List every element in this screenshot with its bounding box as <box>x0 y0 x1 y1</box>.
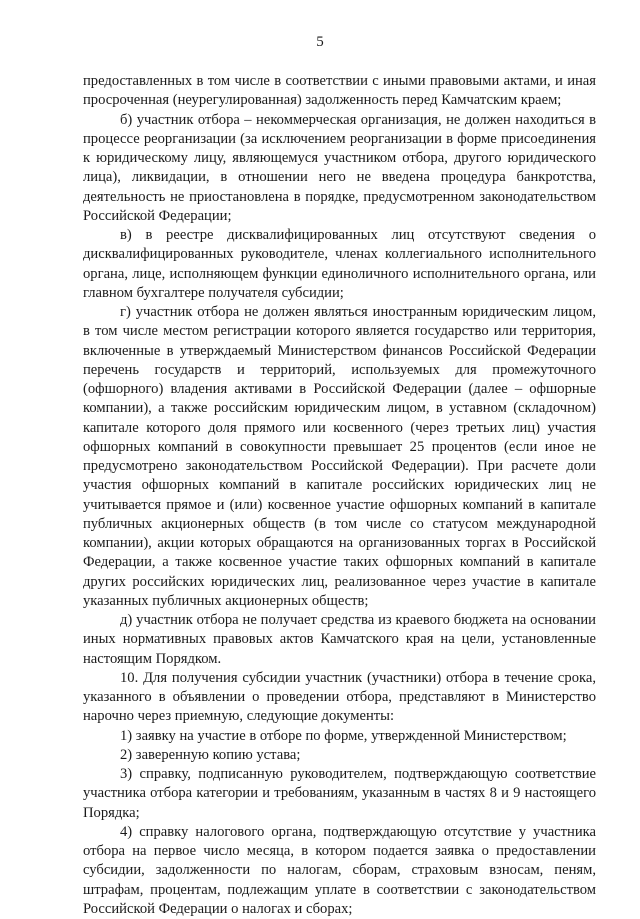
paragraph-debt-continuation: предоставленных в том числе в соответствии с иными правовыми актами, и иная просроченная (неурегулированная) задолженность перед Камчатским краем; <box>83 73 596 109</box>
paragraph-item-b: б) участник отбора – некоммерческая организация, не должен находиться в процессе реорганизации (за исключением реорганизации в форме присоединения к юридическому лицу, являющемуся участником отбора, другого юридического лица), ликвидации, в отношении него не введена процедура банкротства, деятельность не приостановлена в порядке, предусмотренном законодательством Российской Федерации; <box>83 111 596 224</box>
paragraph-doc-1: 1) заявку на участие в отборе по форме, утвержденной Министерством; <box>120 727 567 744</box>
page-number: 5 <box>316 34 324 50</box>
paragraph-item-d: д) участник отбора не получает средства из краевого бюджета на основании иных нормативных правовых актов Камчатского края на цели, установленные настоящим Порядком. <box>83 612 596 667</box>
document-body <box>83 72 596 919</box>
paragraph-doc-4: 4) справку налогового органа, подтверждающую отсутствие у участника отбора на первое число месяца, в котором подается заявка о предоставлении субсидии, задолженности по налогам, сборам, страховым взносам, пеням, штрафам, процентам, подлежащим уплате в соответствии с законодательством Российской Федерации о налогах и сборах; <box>83 823 596 917</box>
paragraph-section-10: 10. Для получения субсидии участник (участники) отбора в течение срока, указанного в объявлении о проведении отбора, представляют в Министерство нарочно через приемную, следующие документы: <box>83 669 596 725</box>
paragraph-doc-3: 3) справку, подписанную руководителем, подтверждающую соответствие участника отбора категории и требованиям, указанным в частях 8 и 9 настоящего Порядка; <box>83 766 596 821</box>
paragraph-doc-2: 2) заверенную копию устава; <box>120 746 301 763</box>
paragraph-item-v: в) в реестре дисквалифицированных лиц отсутствуют сведения о дисквалифицированных руководителе, членах коллегиального исполнительного органа, лице, исполняющем функции единоличного исполнительного органа, или главном бухгалтере получателя субсидии; <box>83 227 596 301</box>
paragraph-item-g: г) участник отбора не должен являться иностранным юридическим лицом, в том числе местом регистрации которого является государство или территория, включенные в утверждаемый Министерством финансов Российской Федерации перечень государств и территорий, используемых для промежуточного (офшорного) владения активами в Российской Федерации (далее – офшорные компании), а также российским юридическим лицом, в уставном (складочном) капитале которого доля прямого или косвенного (через третьих лиц) участия офшорных компаний в совокупности превышает 25 процентов (если иное не предусмотрено законодательством Российской Федерации). При расчете доли участия офшорных компаний в капитале российских юридических лиц не учитывается прямое и (или) косвенное участие офшорных компаний в капитале публичных акционерных обществ (в том числе со статусом международной компании), акции которых обращаются на организованных торгах в Российской Федерации, а также косвенное участие таких офшорных компаний в капитале других российских юридических лиц, реализованное через участие в капитале указанных публичных акционерных обществ; <box>83 304 596 609</box>
